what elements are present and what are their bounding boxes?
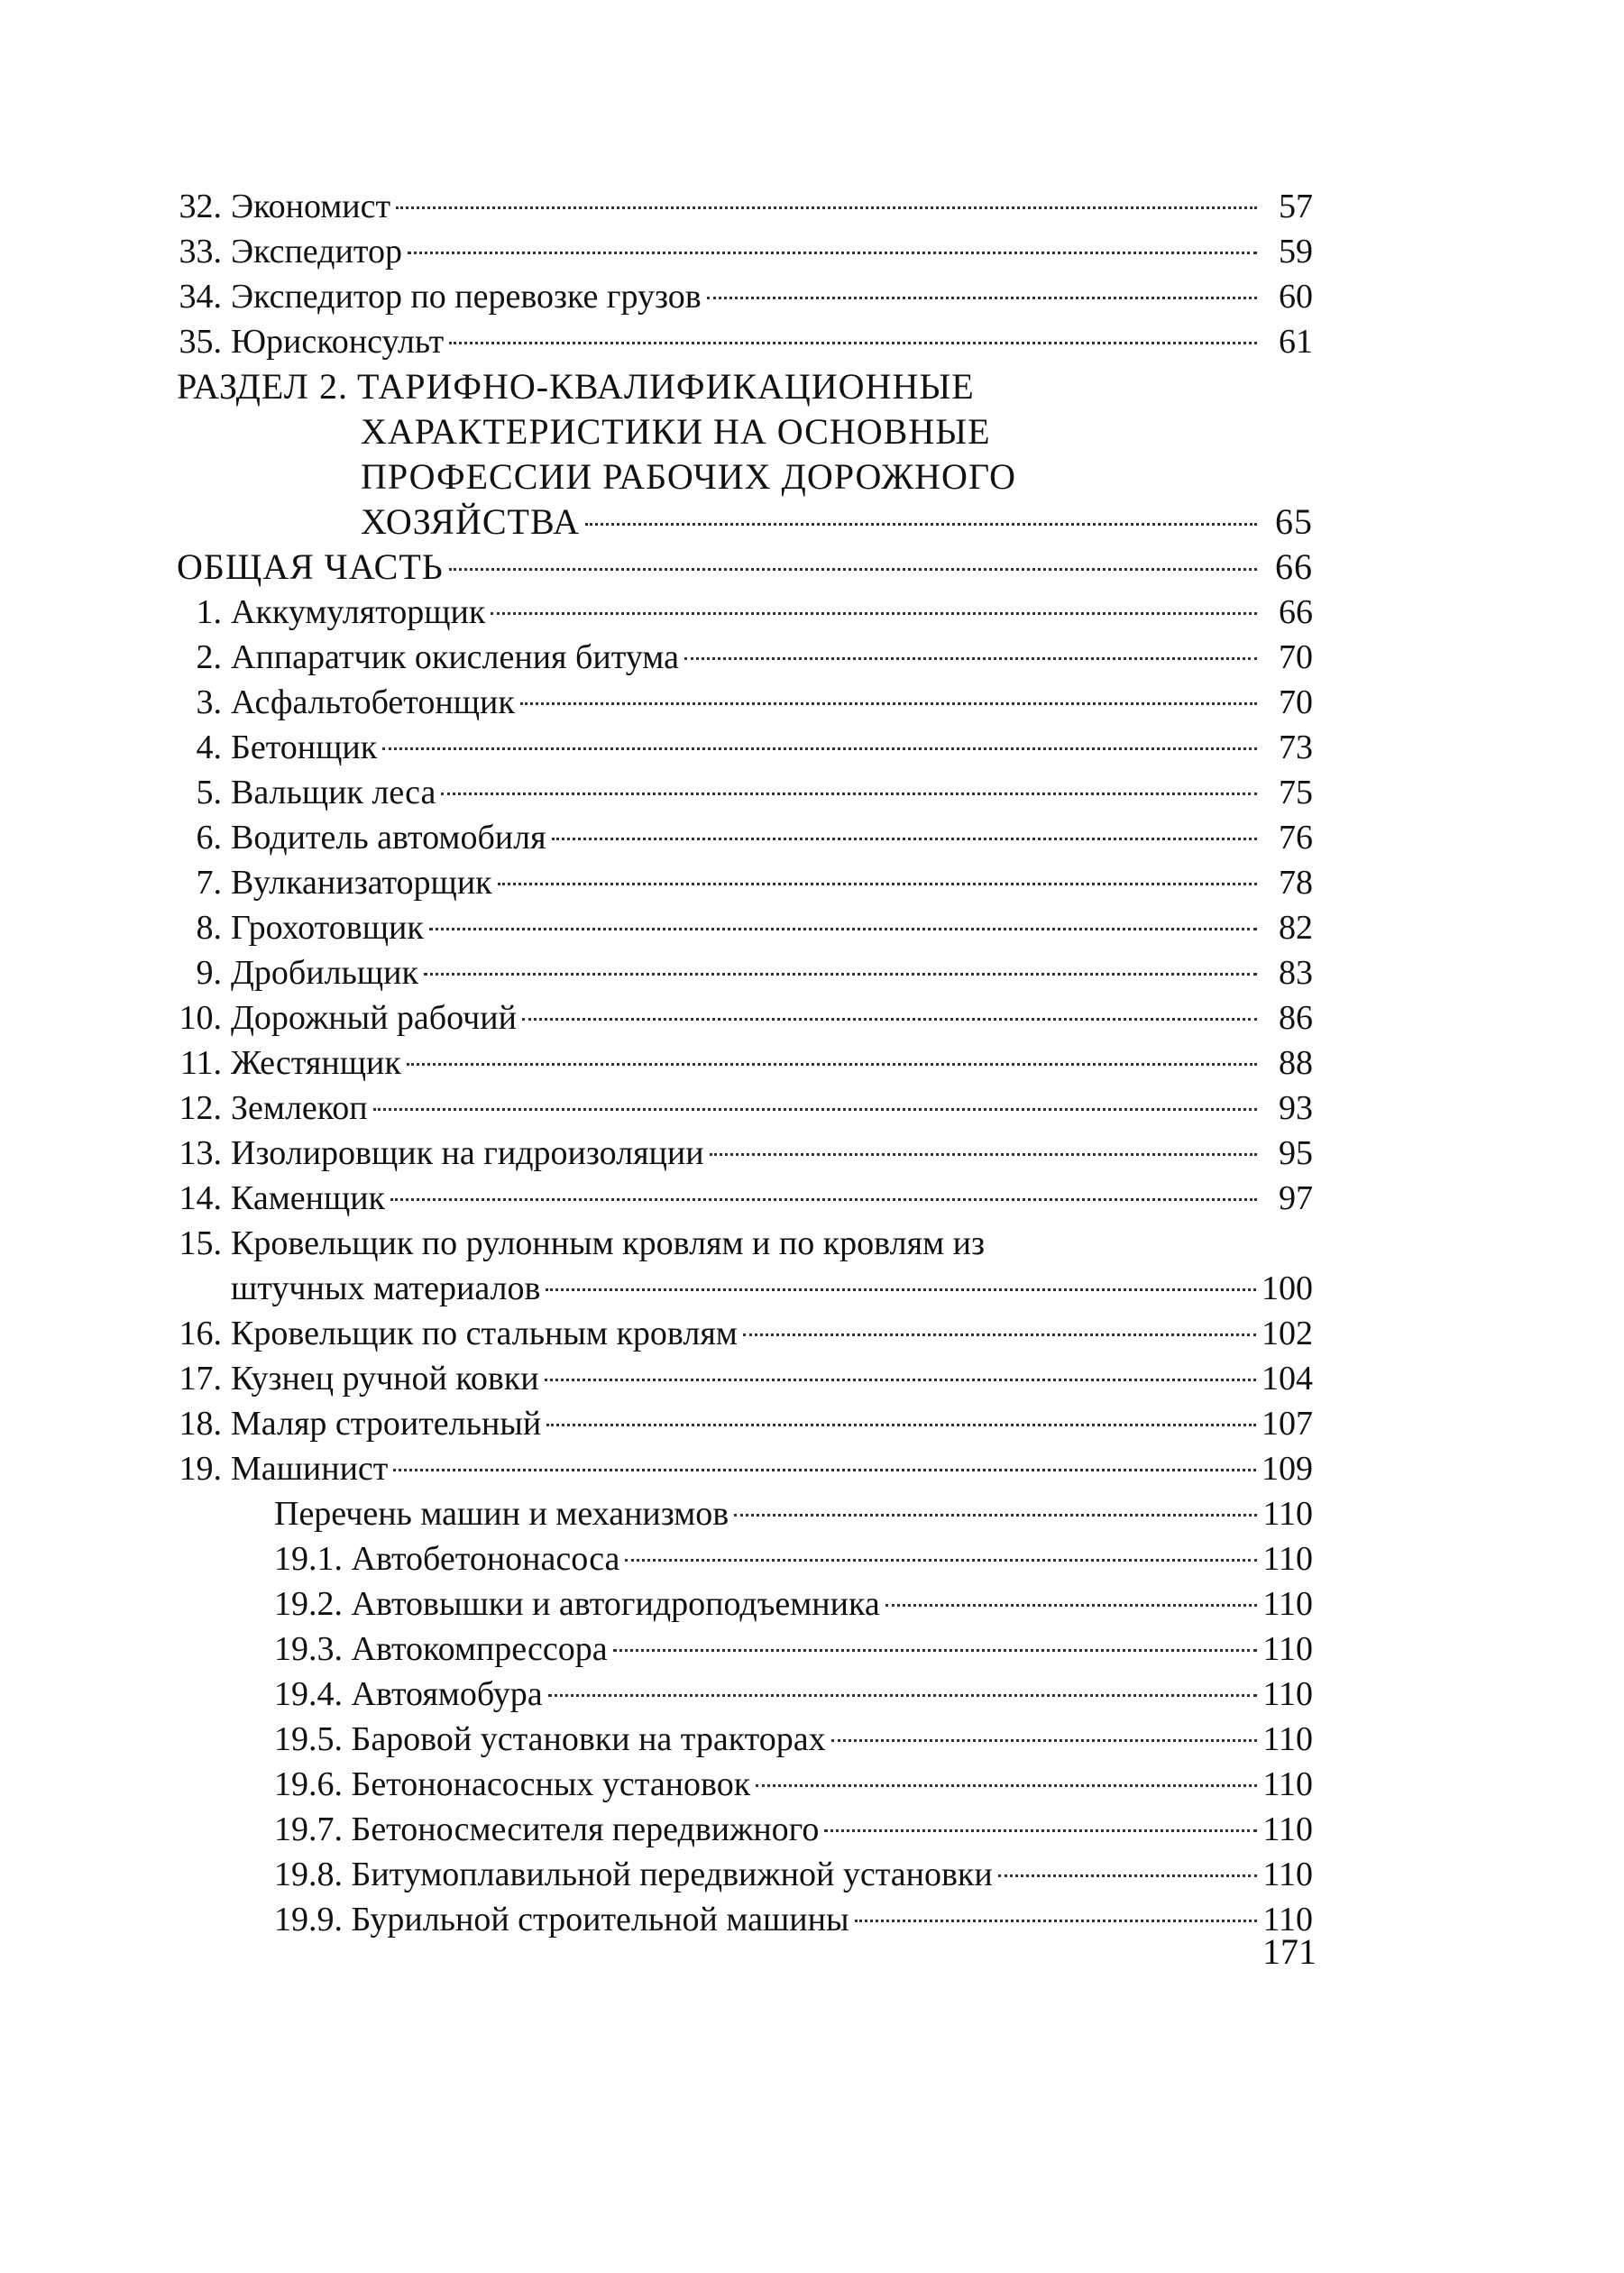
entry-number: 35.	[179, 323, 222, 361]
dot-leader	[491, 612, 1257, 615]
entry-page: 61	[1279, 323, 1313, 361]
dot-leader	[545, 1379, 1256, 1381]
entry-number: 5.	[196, 774, 222, 811]
toc-subentry[interactable]	[177, 1672, 1313, 1717]
entry-number: 34.	[179, 278, 222, 316]
section-heading-continuation	[177, 454, 1313, 500]
entry-number: 13.	[179, 1134, 222, 1172]
dot-leader	[396, 206, 1257, 209]
entry-title: штучных материалов	[231, 1269, 541, 1307]
dot-leader	[824, 1829, 1257, 1832]
entry-page: 86	[1279, 999, 1313, 1037]
entry-page: 78	[1279, 864, 1313, 902]
dot-leader	[548, 1694, 1257, 1697]
toc-entry[interactable]	[177, 815, 1313, 860]
entry-title: Кузнец ручной ковки	[231, 1360, 539, 1398]
toc-entry[interactable]	[177, 1356, 1313, 1401]
section-title-line: ТАРИФНО-КВАЛИФИКАЦИОННЫЕ	[356, 366, 975, 407]
subentry-page: 110	[1262, 1765, 1313, 1803]
entry-number: 16.	[179, 1315, 222, 1352]
entry-title: Жестянщик	[231, 1044, 401, 1082]
entry-title: Экспедитор	[231, 233, 402, 270]
dot-leader	[382, 747, 1257, 750]
entry-page: 75	[1279, 774, 1313, 811]
toc-entry[interactable]	[177, 725, 1313, 770]
entry-title: Вулканизаторщик	[231, 864, 492, 902]
entry-title: Изолировщик на гидроизоляции	[231, 1134, 704, 1172]
subentry-title: Перечень машин и механизмов	[274, 1495, 729, 1533]
entry-title: Асфальтобетонщик	[231, 683, 515, 721]
toc-entry[interactable]	[177, 1446, 1313, 1491]
toc-entry[interactable]	[177, 229, 1313, 274]
part-page: 66	[1275, 546, 1313, 587]
entry-page: 83	[1279, 954, 1313, 992]
toc-entry[interactable]	[177, 1221, 1313, 1266]
subentry-title: 19.2. Автовышки и автогидроподъемника	[274, 1585, 880, 1623]
dot-leader	[390, 1198, 1257, 1201]
dot-leader	[441, 793, 1257, 795]
dot-leader	[498, 883, 1257, 885]
dot-leader	[885, 1604, 1257, 1607]
dot-leader	[831, 1739, 1257, 1742]
dot-leader	[373, 1108, 1257, 1111]
entry-page: 73	[1279, 729, 1313, 766]
subentry-title: 19.1. Автобетононасоса	[274, 1540, 620, 1578]
dot-leader	[449, 568, 1257, 571]
subentry-page: 110	[1262, 1856, 1313, 1893]
subentry-page: 110	[1262, 1495, 1313, 1533]
dot-leader	[684, 657, 1257, 660]
entry-number: 7.	[196, 864, 222, 902]
entry-number: 18.	[179, 1405, 222, 1443]
entry-page: 70	[1279, 683, 1313, 721]
toc-entry[interactable]	[177, 274, 1313, 319]
section-heading[interactable]	[177, 364, 1313, 409]
entry-title: Каменщик	[231, 1179, 386, 1217]
entry-title: Экономист	[231, 188, 391, 225]
section-heading-continuation[interactable]	[177, 500, 1313, 545]
dot-leader	[998, 1874, 1257, 1877]
entry-title: Кровельщик по рулонным кровлям и по кровлям из	[231, 1224, 985, 1262]
toc-subentry[interactable]	[177, 1581, 1313, 1627]
toc-subentry[interactable]	[177, 1897, 1313, 1942]
toc-entry[interactable]	[177, 1311, 1313, 1356]
subentry-title: 19.3. Автокомпрессора	[274, 1630, 608, 1668]
entry-number: 2.	[196, 638, 222, 676]
entry-title: Маляр строительный	[231, 1405, 542, 1443]
subentry-page: 110	[1262, 1585, 1313, 1623]
entry-page: 93	[1279, 1089, 1313, 1127]
dot-leader	[407, 1063, 1257, 1066]
toc-entry[interactable]	[177, 1086, 1313, 1131]
entry-number: 12.	[179, 1089, 222, 1127]
dot-leader	[855, 1920, 1257, 1922]
toc-entry[interactable]	[177, 680, 1313, 725]
entry-title: Юрисконсульт	[231, 323, 445, 361]
entry-page: 70	[1279, 638, 1313, 676]
entry-number: 4.	[196, 729, 222, 766]
toc-entry-continuation[interactable]	[177, 1266, 1313, 1311]
entry-title: Кровельщик по стальным кровлям	[231, 1315, 738, 1352]
toc-subentry[interactable]	[177, 1627, 1313, 1672]
entry-number: 33.	[179, 233, 222, 270]
part-title: ОБЩАЯ ЧАСТЬ	[177, 546, 444, 587]
subentry-title: 19.5. Баровой установки на тракторах	[274, 1720, 826, 1758]
subentry-page: 110	[1262, 1810, 1313, 1848]
subentry-title: 19.9. Бурильной строительной машины	[274, 1901, 849, 1938]
part-heading[interactable]	[177, 545, 1313, 590]
toc-entry[interactable]	[177, 590, 1313, 635]
dot-leader	[393, 1469, 1256, 1471]
dot-leader	[449, 342, 1257, 344]
entry-title: Дробильщик	[231, 954, 418, 992]
subentry-page: 110	[1262, 1901, 1313, 1938]
toc-subentry[interactable]	[177, 1491, 1313, 1536]
dot-leader	[546, 1288, 1256, 1291]
table-of-contents	[177, 184, 1313, 1942]
dot-leader	[408, 252, 1257, 254]
entry-page: 102	[1262, 1315, 1313, 1352]
entry-page: 109	[1262, 1450, 1313, 1488]
page-number: 171	[1262, 1931, 1317, 1972]
entry-page: 88	[1279, 1044, 1313, 1082]
entry-number: 10.	[179, 999, 222, 1037]
dot-leader	[613, 1649, 1257, 1652]
dot-leader	[734, 1514, 1257, 1517]
toc-entry[interactable]	[177, 635, 1313, 680]
entry-title: Вальщик леса	[231, 774, 436, 811]
toc-entry[interactable]	[177, 905, 1313, 950]
entry-number: 11.	[179, 1044, 222, 1082]
toc-entry[interactable]	[177, 860, 1313, 905]
section-label: РАЗДЕЛ 2.	[177, 366, 348, 407]
dot-leader	[520, 702, 1257, 705]
entry-number: 8.	[196, 909, 222, 947]
subentry-page: 110	[1262, 1630, 1313, 1668]
subentry-title: 19.8. Битумоплавильной передвижной установки	[274, 1856, 993, 1893]
entry-number: 3.	[196, 683, 222, 721]
toc-entry[interactable]	[177, 1176, 1313, 1221]
dot-leader	[429, 928, 1257, 930]
entry-page: 59	[1279, 233, 1313, 270]
subentry-title: 19.7. Бетоносмесителя передвижного	[274, 1810, 820, 1848]
entry-title: Грохотовщик	[231, 909, 424, 947]
entry-page: 76	[1279, 819, 1313, 857]
entry-number: 19.	[179, 1450, 222, 1488]
entry-title: Водитель автомобиля	[231, 819, 546, 857]
subentry-page: 110	[1262, 1720, 1313, 1758]
dot-leader	[585, 523, 1257, 526]
entry-page: 100	[1262, 1269, 1313, 1307]
entry-page: 95	[1279, 1134, 1313, 1172]
entry-number: 6.	[196, 819, 222, 857]
toc-subentry[interactable]	[177, 1536, 1313, 1581]
entry-page: 57	[1279, 188, 1313, 225]
section-heading-continuation	[177, 409, 1313, 454]
toc-subentry[interactable]	[177, 1762, 1313, 1807]
section-title-line: ХАРАКТЕРИСТИКИ НА ОСНОВНЫЕ	[361, 411, 991, 452]
entry-page: 104	[1262, 1360, 1313, 1398]
subentry-title: 19.4. Автоямобура	[274, 1675, 543, 1713]
entry-number: 17.	[179, 1360, 222, 1398]
toc-entry[interactable]	[177, 184, 1313, 229]
toc-entry[interactable]	[177, 1040, 1313, 1086]
toc-entry[interactable]	[177, 319, 1313, 364]
subentry-page: 110	[1262, 1540, 1313, 1578]
toc-subentry[interactable]	[177, 1852, 1313, 1897]
toc-entry[interactable]	[177, 995, 1313, 1040]
dot-leader	[522, 1018, 1257, 1021]
entry-number: 32.	[179, 188, 222, 225]
toc-subentry[interactable]	[177, 1717, 1313, 1762]
entry-title: Дорожный рабочий	[231, 999, 517, 1037]
section-title-line: ХОЗЯЙСТВА	[361, 501, 580, 542]
entry-number: 15.	[179, 1224, 222, 1262]
section-page: 65	[1275, 501, 1313, 542]
entry-title: Машинист	[231, 1450, 389, 1488]
dot-leader	[546, 1424, 1256, 1426]
entry-page: 97	[1279, 1179, 1313, 1217]
dot-leader	[625, 1559, 1257, 1562]
dot-leader	[424, 973, 1257, 976]
entry-title: Аккумуляторщик	[231, 593, 486, 631]
dot-leader	[552, 838, 1257, 840]
dot-leader	[707, 297, 1257, 299]
entry-page: 60	[1279, 278, 1313, 316]
toc-entry[interactable]	[177, 1131, 1313, 1176]
entry-title: Бетонщик	[231, 729, 378, 766]
toc-entry[interactable]	[177, 950, 1313, 995]
entry-page: 82	[1279, 909, 1313, 947]
toc-entry[interactable]	[177, 770, 1313, 815]
entry-page: 66	[1279, 593, 1313, 631]
entry-number: 9.	[196, 954, 222, 992]
toc-entry[interactable]	[177, 1401, 1313, 1446]
toc-subentry[interactable]	[177, 1807, 1313, 1852]
section-title-line: ПРОФЕССИИ РАБОЧИХ ДОРОЖНОГО	[361, 456, 1016, 497]
entry-number: 14.	[179, 1179, 222, 1217]
dot-leader	[756, 1784, 1257, 1787]
entry-page: 107	[1262, 1405, 1313, 1443]
subentry-page: 110	[1262, 1675, 1313, 1713]
subentry-title: 19.6. Бетононасосных установок	[274, 1765, 751, 1803]
dot-leader	[710, 1153, 1257, 1156]
dot-leader	[743, 1334, 1256, 1336]
entry-number: 1.	[196, 593, 222, 631]
entry-title: Экспедитор по перевозке грузов	[231, 278, 702, 316]
entry-title: Землекоп	[231, 1089, 368, 1127]
entry-title: Аппаратчик окисления битума	[231, 638, 679, 676]
